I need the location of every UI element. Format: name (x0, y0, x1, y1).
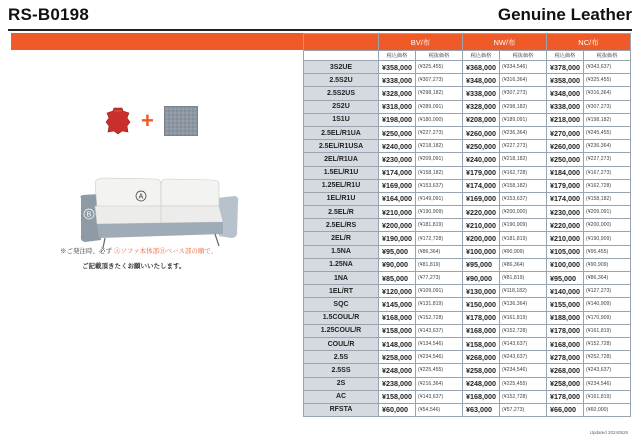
bv-excl-cell: (¥143,637) (416, 324, 463, 337)
nw-price-cell: ¥210,000 (463, 219, 500, 232)
nc-price-cell: ¥178,000 (547, 390, 584, 403)
nw-price-cell: ¥90,000 (463, 272, 500, 285)
nc-excl-cell: (¥316,364) (584, 87, 631, 100)
order-note-line2: ご記載頂きたくお願いいたします。 (82, 263, 186, 270)
model-code-cell: 2.5EL/RS (304, 219, 379, 232)
nc-excl-cell: (¥170,909) (584, 311, 631, 324)
model-code-cell: 1.25COUL/R (304, 324, 379, 337)
nw-excl-cell: (¥218,182) (500, 153, 547, 166)
nc-price-cell: ¥179,000 (547, 179, 584, 192)
nw-price-cell: ¥338,000 (463, 87, 500, 100)
bv-excl-cell: (¥209,091) (416, 153, 463, 166)
nw-price-cell: ¥168,000 (463, 390, 500, 403)
nc-price-cell: ¥348,000 (547, 87, 584, 100)
nw-excl-cell: (¥136,364) (500, 298, 547, 311)
nc-price-cell: ¥188,000 (547, 311, 584, 324)
nw-excl-cell: (¥152,728) (500, 324, 547, 337)
nw-price-cell: ¥240,000 (463, 153, 500, 166)
nc-excl-cell: (¥161,819) (584, 324, 631, 337)
model-code-cell: 1.25NA (304, 258, 379, 271)
nw-excl-cell: (¥298,182) (500, 100, 547, 113)
note-prefix: ※ご発注時、必ず (60, 248, 112, 255)
bv-excl-cell: (¥172,728) (416, 232, 463, 245)
nc-price-cell: ¥140,000 (547, 285, 584, 298)
nc-excl-cell: (¥90,909) (584, 258, 631, 271)
bv-price-cell: ¥318,000 (379, 100, 416, 113)
nc-price-cell: ¥66,000 (547, 403, 584, 416)
model-code-cell: 2.5EL/R1UA (304, 126, 379, 139)
nw-price-cell: ¥174,000 (463, 179, 500, 192)
nw-excl-cell: (¥234,546) (500, 364, 547, 377)
bv-price-cell: ¥174,000 (379, 166, 416, 179)
bv-price-cell: ¥85,000 (379, 272, 416, 285)
sofa-label-a: A (138, 193, 144, 201)
bv-excl-cell: (¥86,364) (416, 245, 463, 258)
nw-excl-cell: (¥227,273) (500, 140, 547, 153)
table-row (304, 245, 631, 258)
bv-price-cell: ¥90,000 (379, 258, 416, 271)
bv-price-cell: ¥198,000 (379, 113, 416, 126)
nc-excl-cell: (¥252,728) (584, 351, 631, 364)
table-row (304, 126, 631, 139)
nc-excl-cell: (¥152,728) (584, 337, 631, 350)
model-number: RS-B0198 (8, 5, 89, 24)
model-code-cell: SQC (304, 298, 379, 311)
model-code-cell: 1.5COUL/R (304, 311, 379, 324)
bv-price-cell: ¥190,000 (379, 232, 416, 245)
nw-price-cell: ¥63,000 (463, 403, 500, 416)
nw-excl-cell: (¥236,364) (500, 126, 547, 139)
nw-price-cell: ¥200,000 (463, 232, 500, 245)
table-row (304, 100, 631, 113)
bv-price-cell: ¥200,000 (379, 219, 416, 232)
nc-price-cell: ¥268,000 (547, 364, 584, 377)
order-note-line1 (60, 246, 217, 255)
col-nw-header: NW/布 (463, 34, 547, 51)
bv-price-cell: ¥168,000 (379, 311, 416, 324)
model-code-cell: COUL/R (304, 337, 379, 350)
plus-icon: + (141, 108, 154, 133)
nc-excl-cell: (¥161,819) (584, 390, 631, 403)
nc-excl-cell: (¥325,455) (584, 74, 631, 87)
table-row (304, 390, 631, 403)
table-row (304, 324, 631, 337)
model-code-cell: 2.5S2U (304, 74, 379, 87)
model-code-cell: 2.5S (304, 351, 379, 364)
bv-excl-cell: (¥77,273) (416, 272, 463, 285)
nc-price-cell: ¥358,000 (547, 74, 584, 87)
bv-excl-cell: (¥190,909) (416, 206, 463, 219)
nw-price-cell: ¥208,000 (463, 113, 500, 126)
nc-excl-cell: (¥190,909) (584, 232, 631, 245)
nc-price-cell: ¥218,000 (547, 113, 584, 126)
nw-price-cell: ¥130,000 (463, 285, 500, 298)
bv-excl-cell: (¥227,273) (416, 126, 463, 139)
nc-excl-cell: (¥95,455) (584, 245, 631, 258)
nc-price-cell: ¥210,000 (547, 232, 584, 245)
nc-price-cell: ¥100,000 (547, 258, 584, 271)
nc-price-cell: ¥278,000 (547, 351, 584, 364)
bv-excl-cell: (¥134,546) (416, 337, 463, 350)
nw-excl-cell: (¥190,909) (500, 219, 547, 232)
product-panel (11, 50, 303, 432)
table-header-row (304, 34, 631, 51)
price-table (303, 33, 631, 417)
nw-excl-cell: (¥57,273) (500, 403, 547, 416)
bv-price-cell: ¥250,000 (379, 126, 416, 139)
bv-price-cell: ¥148,000 (379, 337, 416, 350)
nc-excl-cell: (¥167,273) (584, 166, 631, 179)
nc-price-cell: ¥230,000 (547, 206, 584, 219)
nw-excl-cell: (¥118,182) (500, 285, 547, 298)
nw-price-cell: ¥348,000 (463, 74, 500, 87)
nc-price-cell: ¥250,000 (547, 153, 584, 166)
model-code-cell: 2S (304, 377, 379, 390)
nc-price-cell: ¥260,000 (547, 140, 584, 153)
nc-price-cell: ¥220,000 (547, 219, 584, 232)
table-row (304, 377, 631, 390)
bv-price-cell: ¥230,000 (379, 153, 416, 166)
header-divider (8, 29, 632, 31)
nc-price-cell: ¥184,000 (547, 166, 584, 179)
nc-incl-tax-header: 税込価格 (547, 51, 584, 61)
nw-excl-cell: (¥153,637) (500, 192, 547, 205)
material-title: Genuine Leather (497, 5, 632, 24)
nw-price-cell: ¥100,000 (463, 245, 500, 258)
table-row (304, 337, 631, 350)
nw-excl-cell: (¥243,637) (500, 351, 547, 364)
model-code-cell: 1S1U (304, 113, 379, 126)
nc-excl-cell: (¥198,182) (584, 113, 631, 126)
bv-price-cell: ¥158,000 (379, 390, 416, 403)
table-row (304, 206, 631, 219)
model-code-cell: 1NA (304, 272, 379, 285)
nc-excl-tax-header: 税抜価格 (584, 51, 631, 61)
nw-excl-cell: (¥307,273) (500, 87, 547, 100)
bv-price-cell: ¥95,000 (379, 245, 416, 258)
bv-excl-cell: (¥158,182) (416, 166, 463, 179)
bv-price-cell: ¥60,000 (379, 403, 416, 416)
nw-excl-cell: (¥316,364) (500, 74, 547, 87)
model-code-cell: 1.25EL/R1U (304, 179, 379, 192)
subheader-blank (304, 51, 379, 61)
nw-price-cell: ¥169,000 (463, 192, 500, 205)
nc-excl-cell: (¥234,546) (584, 377, 631, 390)
bv-excl-cell: (¥218,182) (416, 140, 463, 153)
material-swatches (105, 106, 198, 136)
table-row (304, 179, 631, 192)
nw-price-cell: ¥250,000 (463, 140, 500, 153)
model-code-cell: 1EL/R1U (304, 192, 379, 205)
nw-excl-cell: (¥161,819) (500, 311, 547, 324)
nw-excl-cell: (¥181,819) (500, 232, 547, 245)
nc-excl-cell: (¥200,000) (584, 219, 631, 232)
table-row (304, 166, 631, 179)
nw-price-cell: ¥260,000 (463, 126, 500, 139)
nw-excl-cell: (¥189,091) (500, 113, 547, 126)
bv-price-cell: ¥358,000 (379, 61, 416, 74)
nw-price-cell: ¥368,000 (463, 61, 500, 74)
bv-price-cell: ¥248,000 (379, 364, 416, 377)
table-row (304, 87, 631, 100)
model-code-cell: 2.5EL/R (304, 206, 379, 219)
table-row (304, 258, 631, 271)
nc-excl-cell: (¥60,000) (584, 403, 631, 416)
bv-excl-cell: (¥81,819) (416, 258, 463, 271)
nw-price-cell: ¥268,000 (463, 351, 500, 364)
bv-excl-cell: (¥54,546) (416, 403, 463, 416)
bv-excl-cell: (¥153,637) (416, 179, 463, 192)
nc-excl-cell: (¥158,182) (584, 192, 631, 205)
model-code-cell: 3S2UE (304, 61, 379, 74)
note-part-b: Ⓑベース部の順で、 (159, 248, 218, 255)
bv-price-cell: ¥258,000 (379, 351, 416, 364)
nc-excl-cell: (¥86,364) (584, 272, 631, 285)
bv-excl-cell: (¥216,364) (416, 377, 463, 390)
nc-excl-cell: (¥243,637) (584, 364, 631, 377)
table-row (304, 311, 631, 324)
nc-excl-cell: (¥245,455) (584, 126, 631, 139)
nc-price-cell: ¥155,000 (547, 298, 584, 311)
model-code-cell: 2EL/R (304, 232, 379, 245)
bv-price-cell: ¥240,000 (379, 140, 416, 153)
nw-excl-cell: (¥81,819) (500, 272, 547, 285)
bv-price-cell: ¥169,000 (379, 179, 416, 192)
nc-excl-cell: (¥140,909) (584, 298, 631, 311)
nc-excl-cell: (¥307,273) (584, 100, 631, 113)
model-code-cell: 1EL/RT (304, 285, 379, 298)
nw-price-cell: ¥178,000 (463, 311, 500, 324)
nc-excl-cell: (¥343,637) (584, 61, 631, 74)
bv-excl-cell: (¥289,091) (416, 100, 463, 113)
fabric-swatch-icon (164, 106, 198, 136)
bv-excl-cell: (¥234,546) (416, 351, 463, 364)
bv-excl-cell: (¥149,091) (416, 192, 463, 205)
bv-excl-cell: (¥109,091) (416, 285, 463, 298)
nw-excl-cell: (¥90,909) (500, 245, 547, 258)
model-code-cell: 1.5EL/R1U (304, 166, 379, 179)
table-row (304, 192, 631, 205)
nw-excl-cell: (¥225,455) (500, 377, 547, 390)
nw-excl-cell: (¥334,546) (500, 61, 547, 74)
model-code-cell: 2.5S2US (304, 87, 379, 100)
table-row (304, 298, 631, 311)
bv-excl-cell: (¥298,182) (416, 87, 463, 100)
nc-price-cell: ¥270,000 (547, 126, 584, 139)
bv-excl-cell: (¥131,819) (416, 298, 463, 311)
bv-price-cell: ¥164,000 (379, 192, 416, 205)
nw-excl-cell: (¥162,728) (500, 166, 547, 179)
model-code-cell: 2.5SS (304, 364, 379, 377)
bv-excl-cell: (¥225,455) (416, 364, 463, 377)
nc-price-cell: ¥378,000 (547, 61, 584, 74)
table-row (304, 140, 631, 153)
header-blank (304, 34, 379, 51)
col-nc-header: NC/布 (547, 34, 631, 51)
nw-excl-cell: (¥86,364) (500, 258, 547, 271)
bv-excl-cell: (¥307,273) (416, 74, 463, 87)
bv-price-cell: ¥328,000 (379, 87, 416, 100)
table-row (304, 219, 631, 232)
bv-price-cell: ¥145,000 (379, 298, 416, 311)
table-row (304, 351, 631, 364)
bv-excl-cell: (¥180,000) (416, 113, 463, 126)
nc-price-cell: ¥105,000 (547, 245, 584, 258)
nw-price-cell: ¥179,000 (463, 166, 500, 179)
model-code-cell: 2EL/R1UA (304, 153, 379, 166)
bv-excl-cell: (¥325,455) (416, 61, 463, 74)
left-header-bar (11, 33, 303, 50)
nc-excl-cell: (¥227,273) (584, 153, 631, 166)
bv-excl-cell: (¥181,819) (416, 219, 463, 232)
nc-price-cell: ¥168,000 (547, 337, 584, 350)
nw-excl-cell: (¥152,728) (500, 390, 547, 403)
table-row (304, 113, 631, 126)
table-row (304, 285, 631, 298)
model-code-cell: 2S2U (304, 100, 379, 113)
price-table-body (304, 61, 631, 417)
footer-note: Updated 20240526 (589, 430, 628, 435)
bv-price-cell: ¥158,000 (379, 324, 416, 337)
table-subheader-row (304, 51, 631, 61)
bv-price-cell: ¥210,000 (379, 206, 416, 219)
nw-excl-cell: (¥200,000) (500, 206, 547, 219)
model-code-cell: 2.5EL/R1USA (304, 140, 379, 153)
nw-price-cell: ¥95,000 (463, 258, 500, 271)
leather-hide-icon (105, 107, 131, 135)
sofa-label-b: B (86, 211, 92, 219)
nw-incl-tax-header: 税込価格 (463, 51, 500, 61)
nc-excl-cell: (¥162,728) (584, 179, 631, 192)
bv-excl-cell: (¥152,728) (416, 311, 463, 324)
table-row (304, 232, 631, 245)
nw-excl-cell: (¥158,182) (500, 179, 547, 192)
bv-excl-tax-header: 税抜価格 (416, 51, 463, 61)
model-code-cell: RFSTA (304, 403, 379, 416)
nw-price-cell: ¥158,000 (463, 337, 500, 350)
bv-incl-tax-header: 税込価格 (379, 51, 416, 61)
nw-price-cell: ¥220,000 (463, 206, 500, 219)
bv-price-cell: ¥338,000 (379, 74, 416, 87)
bv-price-cell: ¥238,000 (379, 377, 416, 390)
nc-price-cell: ¥178,000 (547, 324, 584, 337)
nw-price-cell: ¥168,000 (463, 324, 500, 337)
header (8, 2, 632, 28)
table-row (304, 61, 631, 74)
model-code-cell: 1.5NA (304, 245, 379, 258)
bv-price-cell: ¥120,000 (379, 285, 416, 298)
nw-price-cell: ¥258,000 (463, 364, 500, 377)
table-row (304, 74, 631, 87)
nc-excl-cell: (¥127,273) (584, 285, 631, 298)
table-row (304, 403, 631, 416)
nc-price-cell: ¥95,000 (547, 272, 584, 285)
nc-excl-cell: (¥209,091) (584, 206, 631, 219)
table-row (304, 272, 631, 285)
nw-price-cell: ¥150,000 (463, 298, 500, 311)
col-bv-header: BV/布 (379, 34, 463, 51)
bv-excl-cell: (¥143,637) (416, 390, 463, 403)
nw-price-cell: ¥328,000 (463, 100, 500, 113)
note-part-a: Ⓐソファ本体部 (113, 248, 160, 255)
nw-excl-cell: (¥143,637) (500, 337, 547, 350)
sofa-image (77, 176, 241, 250)
model-code-cell: AC (304, 390, 379, 403)
nc-excl-cell: (¥236,364) (584, 140, 631, 153)
table-row (304, 364, 631, 377)
nw-excl-tax-header: 税抜価格 (500, 51, 547, 61)
nc-price-cell: ¥174,000 (547, 192, 584, 205)
table-row (304, 153, 631, 166)
nc-price-cell: ¥258,000 (547, 377, 584, 390)
nc-price-cell: ¥338,000 (547, 100, 584, 113)
nw-price-cell: ¥248,000 (463, 377, 500, 390)
